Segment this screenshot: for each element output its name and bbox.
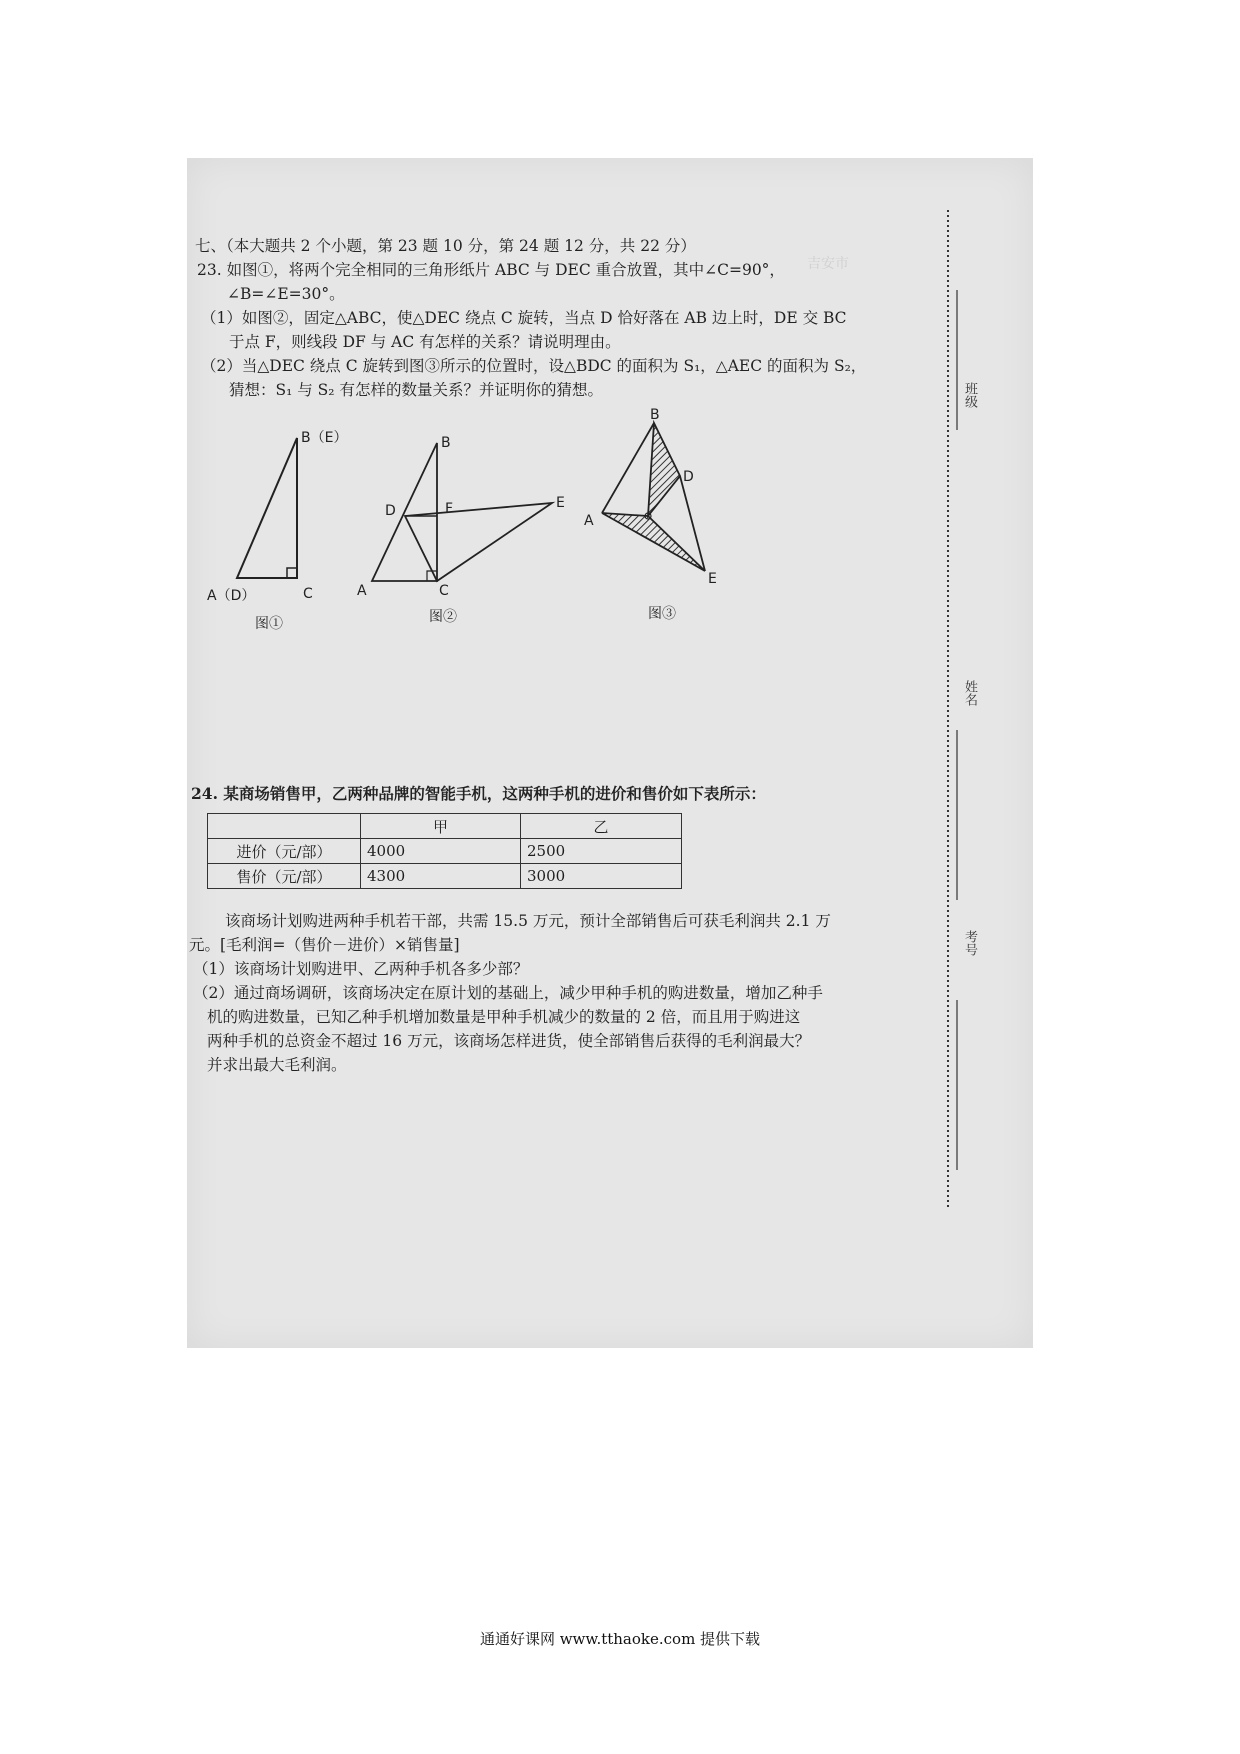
binding-label-name: 姓名 — [962, 680, 977, 706]
table-row — [208, 864, 682, 889]
figure-1-diagram — [207, 428, 348, 632]
q24-part2-line4: 并求出最大毛利润。 — [207, 1056, 347, 1074]
cell-jia: 4000 — [361, 839, 521, 864]
row-label: 进价（元/部） — [208, 839, 361, 864]
fig3-label-e: E — [708, 571, 717, 587]
table-header-cell: 甲 — [361, 814, 521, 839]
q23-part2-line2: 猜想：S₁ 与 S₂ 有怎样的数量关系？并证明你的猜想。 — [229, 381, 603, 399]
q24-part2-line2: 机的购进数量，已知乙种手机增加数量是甲种手机减少的数量的 2 倍，而且用于购进这 — [207, 1008, 801, 1026]
fig3-label-a: A — [584, 513, 594, 529]
table-row — [208, 839, 682, 864]
binding-margin — [943, 210, 973, 1210]
binding-label-id: 考号 — [962, 930, 977, 956]
fig1-label-b: B（E） — [301, 430, 348, 446]
fig2-label-f: F — [445, 501, 454, 517]
cell-jia: 4300 — [361, 864, 521, 889]
fig1-label-a: A（D） — [207, 588, 256, 604]
triangle-bdc-shaded — [648, 423, 680, 516]
fig2-label-d: D — [385, 503, 396, 519]
triangle-abc — [237, 438, 297, 578]
fig1-caption: 图① — [255, 616, 283, 632]
table-header-cell — [208, 814, 361, 839]
fig2-label-e: E — [556, 495, 565, 511]
figure-3-diagram — [584, 407, 752, 628]
q24-part2-line3: 两种手机的总资金不超过 16 万元，该商场怎样进货，使全部销售后获得的毛利润最大？ — [207, 1032, 811, 1050]
triangle-dec — [405, 503, 552, 581]
price-table — [207, 813, 682, 889]
fig3-label-d: D — [683, 469, 694, 485]
fig1-label-c: C — [303, 586, 313, 602]
cell-yi: 3000 — [521, 864, 682, 889]
footer-text: 通通好课网 www.tthaoke.com 提供下载 — [479, 1630, 761, 1648]
q23-part1-line2: 于点 F，则线段 DF 与 AC 有怎样的关系？请说明理由。 — [229, 333, 621, 351]
q24-part2-line1: （2）通过商场调研，该商场决定在原计划的基础上，减少甲种手机的购进数量，增加乙种手 — [193, 984, 823, 1002]
fig2-label-c: C — [439, 583, 449, 599]
fig3-caption: 图③ — [648, 606, 676, 622]
fig2-caption: 图② — [429, 609, 457, 625]
figure-1 — [207, 428, 348, 632]
q24-para1-line2: 元。[毛利润=（售价－进价）×销售量] — [189, 936, 460, 954]
cell-yi: 2500 — [521, 839, 682, 864]
q23-line2: ∠B=∠E=30°。 — [227, 285, 345, 303]
table-header-cell: 乙 — [521, 814, 682, 839]
fig2-label-a: A — [357, 583, 367, 599]
figure-3 — [584, 407, 752, 632]
section-heading: 七、（本大题共 2 个小题，第 23 题 10 分，第 24 题 12 分，共 22 分） — [195, 237, 696, 255]
table-header-row — [208, 814, 682, 839]
q23-line1: 23. 如图①，将两个完全相同的三角形纸片 ABC 与 DEC 重合放置，其中∠C=90°， — [197, 261, 785, 279]
scanned-page — [187, 158, 1033, 1348]
binding-label-class: 班级 — [962, 382, 977, 408]
fig2-label-b: B — [441, 435, 451, 451]
figure-2-diagram — [357, 433, 597, 633]
row-label: 售价（元/部） — [208, 864, 361, 889]
figure-2 — [357, 433, 597, 637]
binding-dotted-line — [943, 210, 973, 1210]
q23-part2-line1: （2）当△DEC 绕点 C 旋转到图③所示的位置时，设△BDC 的面积为 S₁，△AEC 的面积为 S₂， — [201, 357, 867, 375]
q23-part1-line1: （1）如图②，固定△ABC，使△DEC 绕点 C 旋转，当点 D 恰好落在 AB 边上时，DE 交 BC — [201, 309, 847, 327]
q24-para1-line1: 该商场计划购进两种手机若干部，共需 15.5 万元，预计全部销售后可获毛利润共 2.1 万 — [225, 912, 831, 930]
fig3-label-b: B — [650, 407, 660, 423]
q24-part1: （1）该商场计划购进甲、乙两种手机各多少部？ — [193, 960, 529, 978]
segment-ab — [602, 423, 654, 513]
q24-intro: 24. 某商场销售甲，乙两种品牌的智能手机，这两种手机的进价和售价如下表所示： — [191, 784, 766, 803]
triangle-aec-shaded — [602, 513, 705, 571]
bleed-through-text: 吉安市 — [807, 256, 849, 272]
right-angle-mark — [287, 568, 297, 578]
